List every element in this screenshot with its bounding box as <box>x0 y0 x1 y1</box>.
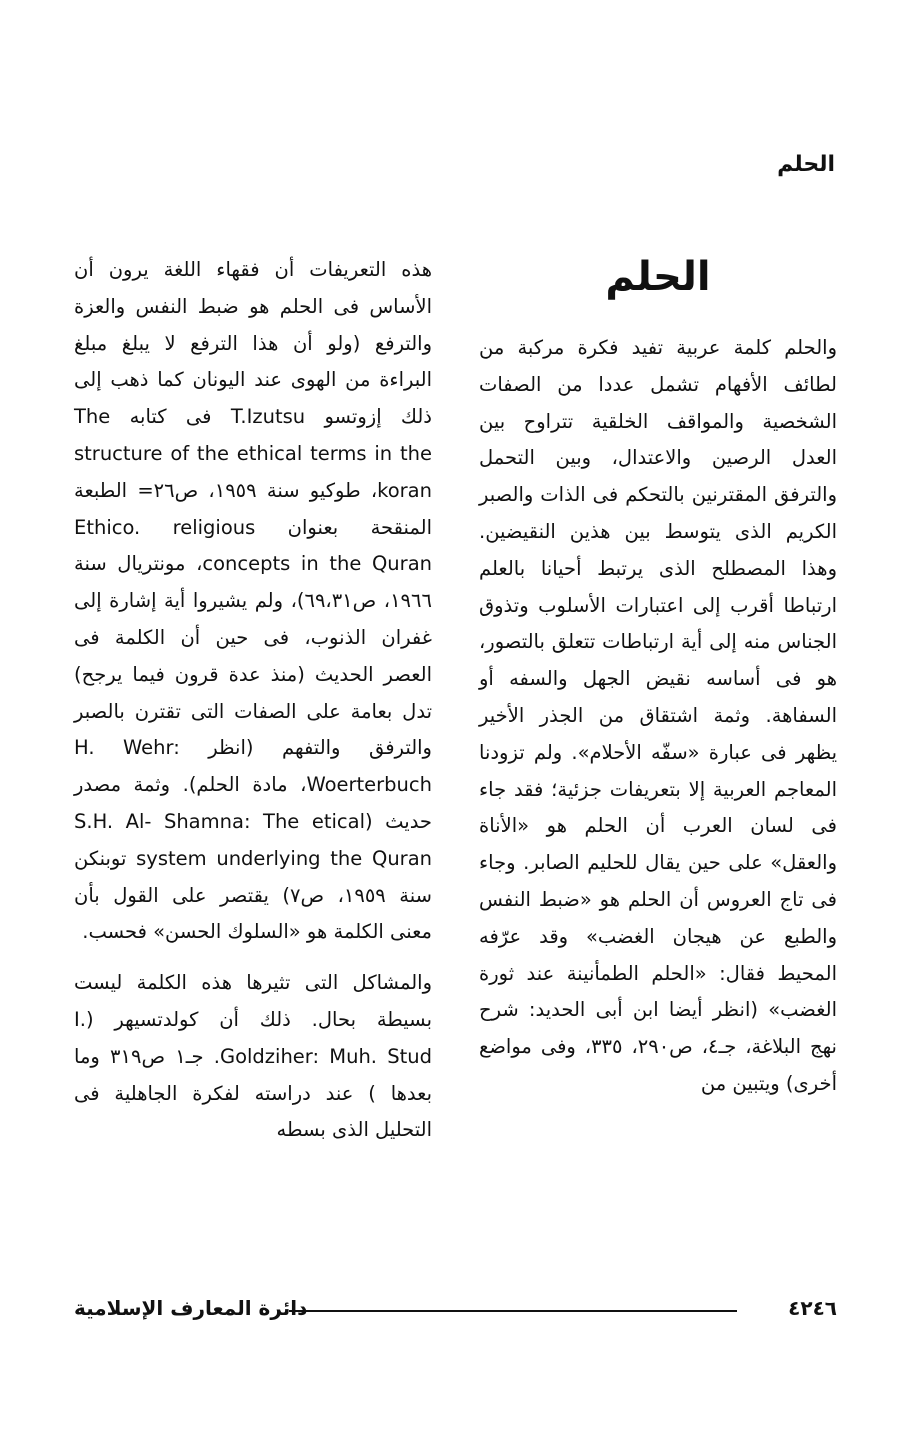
right-column <box>479 252 837 1117</box>
publication-title: دائرة المعارف الإسلامية <box>74 1296 308 1320</box>
page-footer <box>74 1296 837 1326</box>
paragraph: والحلم كلمة عربية تفيد فكرة مركبة من لطائف الأفهام تشمل عددا من الصفات الشخصية والمواقف الخلقية تتراوح بين العدل الرصين والاعتدال، وبين التحمل والترفق المقترنين بالتحكم فى الذات والصبر الكريم الذى يتوسط بين هذين النقيضين. وهذا المصطلح الذى يرتبط أحيانا بالعلم ارتباطا أقرب إلى اعتبارات الأسلوب وتذوق الجناس منه إلى أية ارتباطات تتعلق بالتصور، هو فى أساسه نقيض الجهل والسفه أو السفاهة. وثمة اشتقاق من الجذر الأخير يظهر فى عبارة «سفّه الأحلام». ولم تزودنا المعاجم العربية إلا بتعريفات جزئية؛ فقد جاء فى لسان العرب أن الحلم هو «الأناة والعقل» على حين يقال للحليم الصابر. وجاء فى تاج العروس أن الحلم هو «ضبط النفس والطبع عن هيجان الغضب» وقد عرّفه المحيط فقال: «الحلم الطمأنينة عند ثورة الغضب» (انظر أيضا ابن أبى الحديد: شرح نهج البلاغة، جـ٤، ص٢٩٠، ٣٣٥، وفى مواضع أخرى) ويتبين من <box>479 336 837 1095</box>
page-number: ٤٢٤٦ <box>788 1296 837 1320</box>
footer-divider <box>289 1310 737 1312</box>
article-title: الحلم <box>605 254 711 300</box>
paragraph: والمشاكل التى تثيرها هذه الكلمة ليست بسيطة بحال. ذلك أن كولدتسيهر (I. Goldziher: Muh. Stud. جـ١ ص٣١٩ وما بعدها ) عند دراسته لفكرة الجاهلية فى التحليل الذى بسطه <box>74 971 432 1142</box>
running-header-title: الحلم <box>777 152 835 177</box>
paragraph: هذه التعريفات أن فقهاء اللغة يرون أن الأساس فى الحلم هو ضبط النفس والعزة والترفع (ولو أن هذا الترفع لا يبلغ مبلغ البراءة من الهوى عند اليونان كما ذهب إلى ذلك إزوتسو T.Izutsu فى كتابه The structure of the ethical terms in the koran، طوكيو سنة ١٩٥٩، ص٢٦= الطبعة المنقحة بعنوان Ethico. religious concepts in the Quran، مونتريال سنة ١٩٦٦، ص٦٩،٣١)، ولم يشيروا أية إشارة إلى غفران الذنوب، فى حين أن الكلمة فى العصر الحديث (منذ عدة قرون فيما يرجح) تدل بعامة على الصفات التى تقترن بالصبر والترفق والتفهم (انظر H. Wehr: Woerterbuch، مادة الحلم). وثمة مصدر حديث (S.H. Al- Shamna: The etical system underlying the Quran توبنكن سنة ١٩٥٩، ص٧) يقتصر على القول بأن معنى الكلمة هو «السلوك الحسن» فحسب. <box>74 258 433 944</box>
left-column <box>74 252 432 1163</box>
